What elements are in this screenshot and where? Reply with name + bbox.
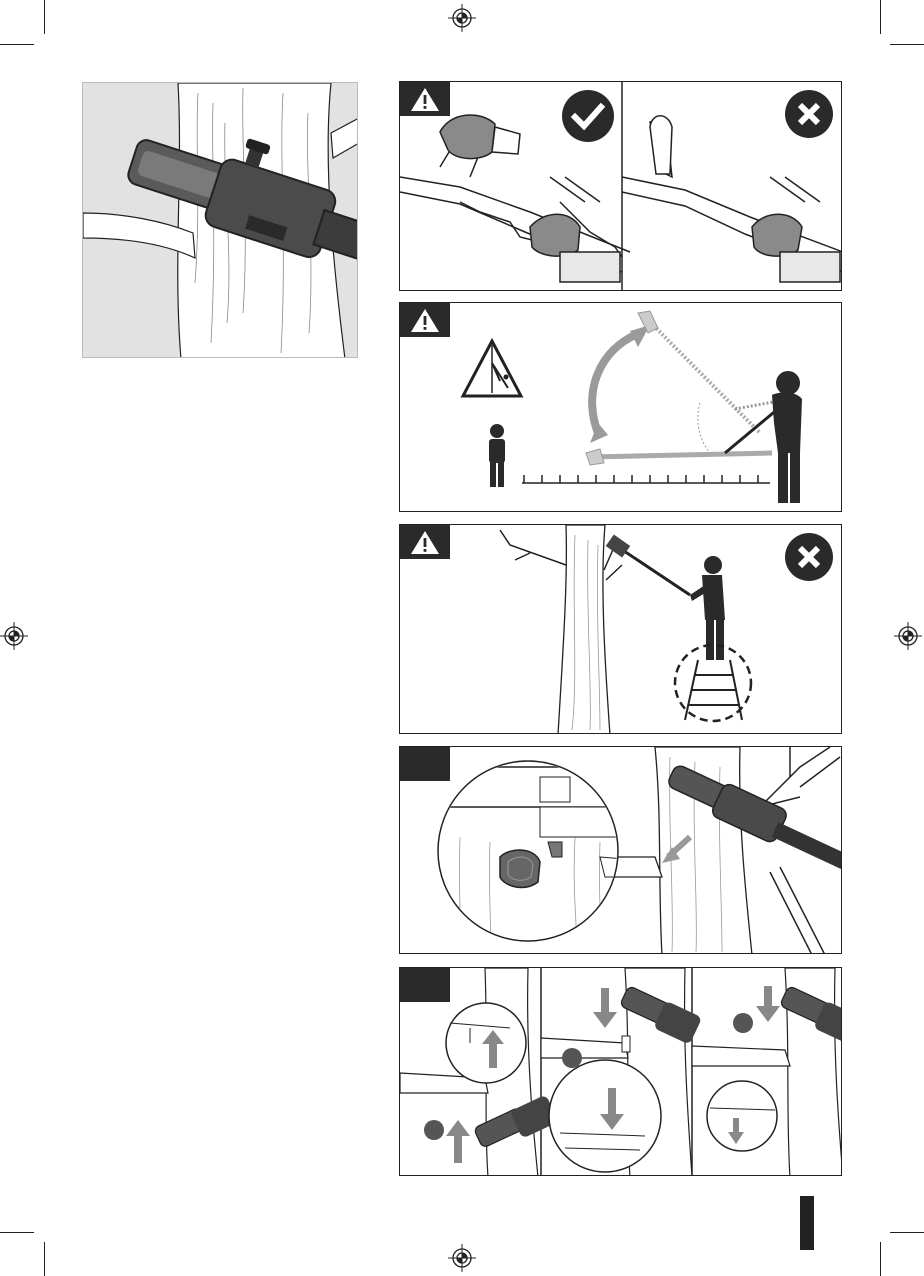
crop-mark-bottom-right-v <box>880 1242 881 1276</box>
registration-mark-icon <box>448 1244 476 1272</box>
warning-triangle-icon <box>400 303 450 337</box>
cross-circle-icon <box>783 531 835 583</box>
warning-badge <box>400 525 450 559</box>
panel-no-ladder <box>399 524 842 734</box>
crop-mark-top-right-h <box>890 44 924 45</box>
crop-mark-bottom-left-v <box>44 1242 45 1276</box>
falling-branch-distance-sign-icon <box>463 341 521 396</box>
panel-cut-near-trunk <box>399 746 842 954</box>
panel-safety-distance <box>399 302 842 512</box>
step-badge <box>400 747 450 781</box>
crop-mark-bottom-right-h <box>890 1232 924 1233</box>
warning-badge <box>400 303 450 337</box>
crop-mark-top-left-v <box>44 0 45 34</box>
check-circle-icon <box>560 88 616 144</box>
cross-circle-icon <box>783 88 835 140</box>
crop-mark-bottom-left-h <box>0 1232 34 1233</box>
crop-mark-top-left-h <box>0 44 34 45</box>
warning-triangle-icon <box>400 82 450 116</box>
step-badge <box>400 968 450 1002</box>
registration-mark-icon <box>448 4 476 32</box>
warning-badge <box>400 82 450 116</box>
warning-triangle-icon <box>400 525 450 559</box>
registration-mark-icon <box>894 622 922 650</box>
page-tab-marker <box>800 1196 814 1250</box>
figure-chainsaw-head <box>82 82 358 358</box>
crop-mark-top-right-v <box>880 0 881 34</box>
registration-mark-icon <box>0 622 28 650</box>
panel-three-step-cut <box>399 967 842 1176</box>
panel-grip-comparison <box>399 81 842 291</box>
